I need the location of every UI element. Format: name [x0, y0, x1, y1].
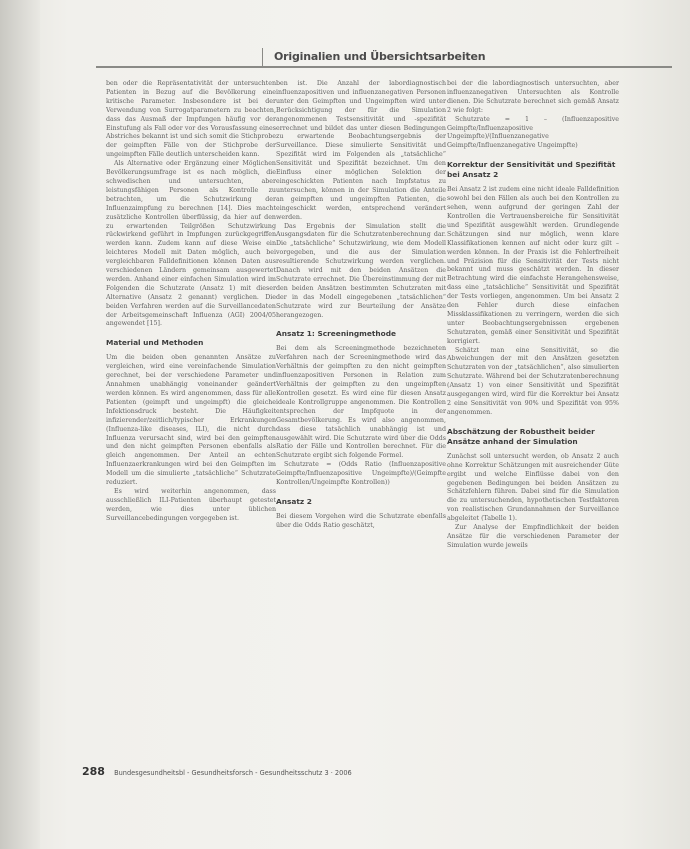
- body-paragraph: Es wird weiterhin angenommen, dass ausschließlich ILI-Patienten überhaupt getestet werden, wie dies unter üblichen Surveillancebedingungen vorgegeben ist.: [106, 487, 276, 522]
- body-paragraph: Zunächst soll untersucht werden, ob Ansatz 2 auch ohne Korrektur Schätzungen mit ausreichender Güte ergibt und welche Einflüsse dabei von den gegebenen Bedingungen bei beiden Ansätzen zu Schätzfehlern führen. Dabei sind für die Simulation die zu untersuchenden, hypothetischen Testfaktoren von realistischen Grundannahmen der Surveillance abgeleitet (Tabelle 1).: [447, 452, 619, 523]
- body-paragraph: Als Alternative oder Ergänzung einer Möglichen Bevölkerungsumfrage ist es nach möglich, die schwedischen und untersuchten, aber leistungsfähigen Personen als Kontrolle zu betrachten, um die Schutzwirkung der Influenzaimpfung zu berechnen [14]. Dies macht zusätzliche Kontrollen überflüssig, da hier auf den zu erwartenden Teilgrößen Schutzwirkung rückwirkend geführt in Impfungen zurückgegriffen werden kann. Zudem kann auf diese Weise ein leichteres Modell mit Daten möglich, auch bei vergleichbaren Falldefinitionen können Daten aus verschiedenen Ländern gemeinsam ausgewertet werden. Anhand einer einfachen Simulation wird im Folgenden die Schutzrate (Ansatz 1) mit dieser Alternative (Ansatz 2 genannt) verglichen. Die beiden Verfahren werden auf die Surveillancedaten der Arbeitsgemeinschaft Influenza (AGI) 2004/05 angewendet [15].: [106, 160, 276, 328]
- body-paragraph: ben oder die Repräsentativität der untersuchten Patienten in Bezug auf die Bevölkerung eine kritische Parameter. Insbesondere ist bei der Verwendung von Surrogatparametern zu beachten, dass das Ausmaß der Impfungen häufig vor der Einstufung als Fall oder vor des Vorausfassung eines Abstriches bekannt ist und sich somit die Stichprobe der geimpften Fälle von der Stichprobe der ungeimpften Fälle deutlich unterscheiden kann.: [106, 80, 276, 159]
- section-heading: Korrektur der Sensitivität und Spezifität bei Ansatz 2: [447, 160, 616, 180]
- header-divider: [262, 48, 263, 66]
- body-paragraph: Schätzt man eine Sensitivität, so die Abweichungen der mit den Ansätzen gesetzten Schutzraten von der „tatsächlichen“, also simulierten Schutzrate. Während bei der Schutzratenberechnung (Ansatz 1) von einer Sensitivität und Spezifität ausgegangen wird, wird für die Korrektur bei Ansatz 2 eine Sensitivität von 90% und Spezifität von 95% angenommen.: [447, 346, 619, 416]
- page-footer: [82, 765, 352, 778]
- section-heading: Ansatz 1: Screeningmethode: [276, 329, 397, 339]
- text-column-3: [447, 80, 619, 750]
- page-number: 288: [82, 765, 105, 778]
- header-rule: [96, 66, 672, 68]
- running-header: Originalien und Übersichtsarbeiten: [274, 50, 486, 63]
- body-paragraph: ben ist. Die Anzahl der labordiagnostisch influenzapositiven und influenzanegativen Personen unter den Geimpften und Ungeimpften wird unter Berücksichtigung der für die Simulation angenommenen Testsensitivität und -spezifität errechnet und bildet das unter diesen Bedingungen zu erwartende Beobachtungsergebnis der Surveillance. Diese simulierte Sensitivität und Spezifität wird im Folgenden als „tatsächliche“ Sensitivität und Spezifität bezeichnet. Um den Einfluss einer möglichen Selektion der eingeschickten Patienten nach Impfstatus zu untersuchen, können in der Simulation die Anteile an geimpften und ungeimpften Patienten, die eingeschickt werden, entsprechend verändert werden.: [276, 80, 446, 221]
- text-column-2: [276, 80, 446, 750]
- body-paragraph: bei der die labordiagnostisch untersuchten, aber influenzanegativen Untersuchten als Kontrolle dienen. Die Schutzrate berechnet sich gemäß Ansatz 2 wie folgt:: [447, 80, 619, 114]
- text-column-1: [106, 80, 276, 750]
- body-paragraph: Um die beiden oben genannten Ansätze zu vergleichen, wird eine vereinfachende Simulation gerechnet, bei der verschiedene Parameter und Annahmen unabhängig voneinander geändert werden können. Es wird angenommen, dass für alle Patienten (geimpft und ungeimpft) die gleiche Infektionsdruck besteht. Die Häufigkeit infizierender/zeitlich/typischer Erkrankungen (Influenza-like diseases, ILI), die nicht durch Influenza verursacht sind, wird bei den geimpften und den nicht geimpften Personen ebenfalls als gleich angenommen. Der Anteil an echten Influenzaerkrankungen wird bei den Geimpften im Modell um die simulierte „tatsächliche“ Schutzrate reduziert.: [106, 354, 276, 487]
- journal-citation: Bundesgesundheitsbl - Gesundheitsforsch - Gesundheitsschutz 3 · 2006: [114, 769, 352, 777]
- section-heading: Ansatz 2: [276, 496, 312, 506]
- section-heading: Abschätzung der Robustheit beider Ansätze anhand der Simulation: [447, 426, 595, 446]
- body-paragraph: Zur Analyse der Empfindlichkeit der beiden Ansätze für die verschiedenen Parameter der Simulation wurde jeweils: [447, 524, 619, 549]
- body-paragraph: Bei dem als Screeningmethode bezeichneten Verfahren nach der Screeningmethode wird das Verhältnis der geimpften zu den nicht geimpften influenzapositiven Personen in Relation zum Verhältnis der geimpften zu den ungeimpften Kontrollen gesetzt. Es wird eine für diesen Ansatz ideale Kontrollgruppe angenommen. Die Kontrollen entsprechen der Impfquote in der Gesamtbevölkerung. Es wird also angenommen, dass diese tatsächlich unabhängig ist und ausgewählt wird. Die Schutzrate wird über die Odds Ratio der Fälle und Kontrollen berechnet. Für die Schutzrate ergibt sich folgende Formel.: [276, 345, 446, 460]
- page-spine-shadow: [0, 0, 40, 849]
- section-heading: Material und Methoden: [106, 338, 204, 348]
- body-paragraph: Schutzrate = 1 – (Influenzapositive Geimpfte/Influenzapositive Ungeimpfte)/(Influenzanegative Geimpfte/Influenzanegative Ungeimpfte): [447, 115, 619, 150]
- body-paragraph: Schutzrate = (Odds Ratio (Influenzapositive Geimpfte/Influenzapositive Ungeimpfte)/(Geimpfte Kontrollen/Ungeimpfte Kontrollen)): [276, 461, 446, 487]
- body-paragraph: Bei diesem Vorgehen wird die Schutzrate ebenfalls über die Odds Ratio geschätzt,: [276, 512, 446, 529]
- body-paragraph: Bei Ansatz 2 ist zudem eine nicht ideale Falldefinition sowohl bei den Fällen als auch bei den Kontrollen zu sehen, wenn aufgrund der geringen Zahl der Kontrollen die Vertrauensbereiche für Sensitivität und Spezifität ausgewählt werden. Grundlegende Schätzungen sind nur möglich, wenn klare Klassifikationen kennen auf nicht oder kurz gilt – werden können. In der Praxis ist die Fehlerfreiheit und Präzision für die Sensitivität der Tests nicht bekannt und muss geschätzt werden. In dieser Betrachtung wird die einfachste Herangehensweise, dass eine „tatsächliche“ Sensitivität und Spezifität der Tests vorliegen, angenommen. Um bei Ansatz 2 den Fehler durch diese einfachen Missklassifikationen zu verringern, werden die sich unter Beobachtungsergebnissen ergebenen Schutzraten, gemäß einer Sensitivität und Spezifität korrigiert.: [447, 186, 619, 345]
- body-paragraph: Das Ergebnis der Simulation stellt die Ausgangsdaten für die Schutzratenberechnung dar. Die „tatsächliche“ Schutzwirkung, wie dem Modell vorgegeben, und die aus der Simulation resultierende Schutzwirkung werden verglichen. Danach wird mit den beiden Ansätzen die Schutzrate errechnet. Die Übereinstimmung der mit den beiden Ansätzen bestimmten Schutzraten mit der in das Modell eingegebenen „tatsächlichen“ Schutzrate wird zur Beurteilung der Ansätze herangezogen.: [276, 222, 446, 319]
